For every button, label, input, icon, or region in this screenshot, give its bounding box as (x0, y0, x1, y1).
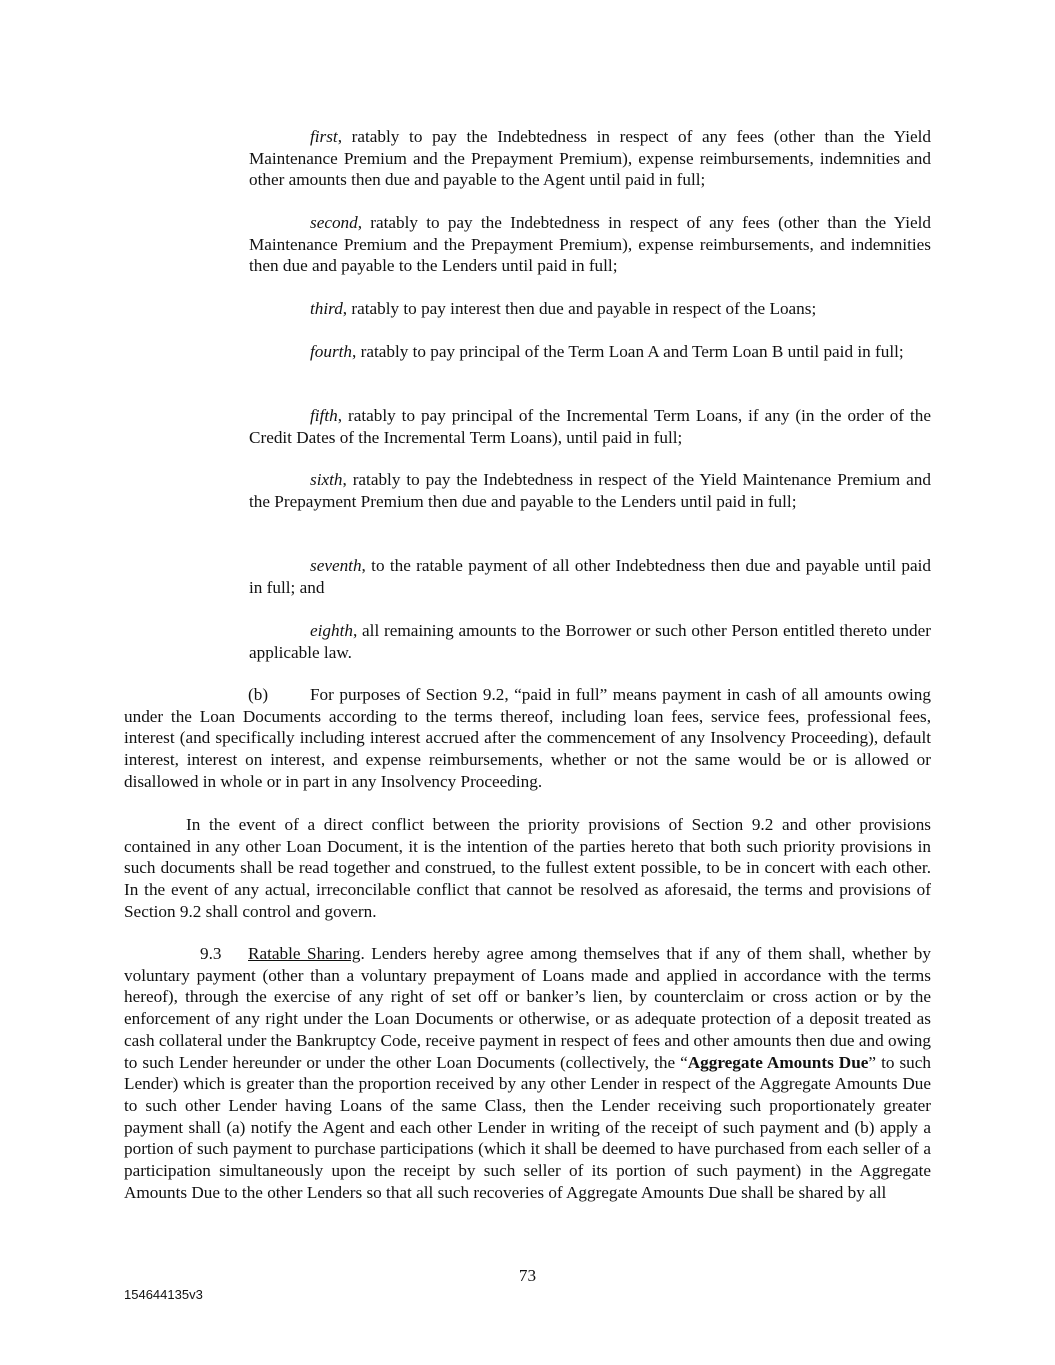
ordinal-label: fifth (310, 406, 338, 425)
waterfall-item-sixth (249, 469, 931, 512)
ordinal-label: eighth (310, 621, 353, 640)
section-text-after: ” to such Lender) which is greater than the proportion received by any other Lender in respect of the Aggregate Amounts Due to such other Lender having Loans of the same Class, then the Lender receiving such proportionately greater payment shall (a) notify the Agent and each other Lender in writing of the receipt of such payment and (b) apply a portion of such payment to purchase participations (which it shall be deemed to have purchased from each seller of a participation simultaneously upon the receipt by such seller of its portion of such payment) in the Aggregate Amounts Due to the other Lenders so that all such recoveries of Aggregate Amounts Due shall be shared by all (124, 1052, 931, 1202)
ordinal-label: fourth (310, 342, 353, 361)
waterfall-item-seventh (249, 555, 931, 598)
waterfall-text: , to the ratable payment of all other Indebtedness then due and payable until paid in full; and (249, 556, 931, 597)
waterfall-text: , all remaining amounts to the Borrower or such other Person entitled thereto under applicable law. (249, 621, 931, 662)
ordinal-label: second (310, 213, 358, 232)
section-heading: Ratable Sharing (248, 944, 361, 963)
section-number: 9.3 (200, 944, 222, 963)
waterfall-text: , ratably to pay principal of the Incremental Term Loans, if any (in the order of the Credit Dates of the Incremental Term Loans), until paid in full; (249, 406, 931, 447)
waterfall-item-second (249, 212, 931, 277)
ordinal-label: seventh (310, 556, 362, 575)
ordinal-label: sixth (310, 470, 343, 489)
waterfall-item-eighth (249, 620, 931, 663)
section-9-3 (124, 943, 931, 1203)
waterfall-text: , ratably to pay interest then due and payable in respect of the Loans; (342, 299, 817, 318)
paragraph-b (124, 684, 931, 793)
paragraph-text: In the event of a direct conflict between the priority provisions of Section 9.2 and other provisions contained in any other Loan Document, it is the intention of the parties hereto that both such priority provisions in such documents shall be read together and construed, to the fullest extent possible, to be in concert with each other. In the event of any actual, irreconcilable conflict that cannot be resolved as aforesaid, the terms and provisions of Section 9.2 shall control and govern. (124, 815, 931, 921)
waterfall-text: , ratably to pay the Indebtedness in respect of any fees (other than the Yield Maintenance Premium and the Prepayment Premium), expense reimbursements, indemnities and other amounts then due and payable to the Agent until paid in full; (249, 127, 931, 190)
document-id: 154644135v3 (124, 1287, 203, 1302)
page-number: 73 (518, 1266, 537, 1285)
conflict-paragraph (124, 814, 931, 923)
waterfall-text: , ratably to pay the Indebtedness in respect of any fees (other than the Yield Maintenance Premium and the Prepayment Premium), expense reimbursements, and indemnities then due and payable to the Lenders until paid in full; (249, 213, 931, 276)
waterfall-item-third (249, 298, 931, 320)
paragraph-text: For purposes of Section 9.2, “paid in full” means payment in cash of all amounts owing under the Loan Documents according to the terms thereof, including loan fees, service fees, professional fees, interest (and specifically including interest accrued after the commencement of any Insolvency Proceeding), default interest, interest on interest, and expense reimbursements, whether or not the same would be or is allowed or disallowed in whole or in part in any Insolvency Proceeding. (124, 685, 931, 791)
ordinal-label: third (310, 299, 343, 318)
section-text-before: . Lenders hereby agree among themselves that if any of them shall, whether by voluntary payment (other than a voluntary prepayment of Loans made and applied in accordance with the terms hereof), through the exercise of any right of set off or banker’s lien, by counterclaim or cross action or by the enforcement of any right under the Loan Documents or otherwise, or as adequate protection of a deposit treated as cash collateral under the Bankruptcy Code, receive payment in respect of fees and other amounts then due and owing to such Lender hereunder or under the other Loan Documents (collectively, the “ (124, 944, 931, 1072)
waterfall-text: , ratably to pay principal of the Term Loan A and Term Loan B until paid in full; (352, 342, 904, 361)
waterfall-item-fourth (249, 341, 931, 363)
paragraph-label: (b) (248, 685, 269, 704)
waterfall-item-fifth (249, 405, 931, 448)
waterfall-item-first (249, 126, 931, 191)
defined-term: Aggregate Amounts Due (687, 1052, 869, 1072)
waterfall-text: , ratably to pay the Indebtedness in respect of the Yield Maintenance Premium and the Prepayment Premium then due and payable to the Lenders until paid in full; (249, 470, 931, 511)
ordinal-label: first (310, 127, 338, 146)
